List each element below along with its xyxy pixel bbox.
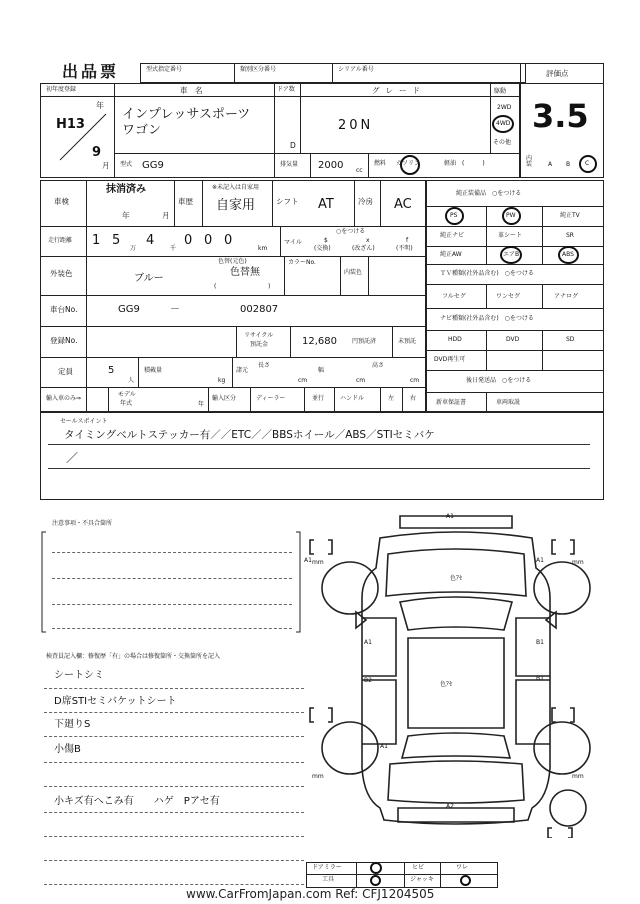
color-no-label: カラーNo. bbox=[288, 259, 316, 266]
note-line3: 下廻りS bbox=[54, 719, 91, 730]
chassis-label: 車台No. bbox=[50, 305, 78, 314]
equip-sr: SR bbox=[566, 232, 574, 239]
note-line4: 小傷B bbox=[54, 744, 81, 755]
fuel-label: 燃料 bbox=[374, 160, 387, 167]
navi-hdd: HDD bbox=[448, 336, 462, 343]
inspector-label: 検査員記入欄：修復歴「有」の場合は修復箇所・交換箇所を記入 bbox=[46, 653, 221, 660]
unknown-label: (不明) bbox=[396, 245, 413, 252]
fuel-gasoline: ガソリン bbox=[396, 160, 421, 167]
displacement-value: 2000 bbox=[318, 160, 344, 171]
doors-d: D bbox=[290, 141, 296, 150]
equipment-title: 純正装備品 ○をつける bbox=[456, 190, 522, 197]
mark-s: $ bbox=[324, 237, 328, 244]
tools-circle bbox=[370, 875, 381, 886]
fuel-diesel: 軽油 bbox=[444, 160, 457, 167]
capacity-unit: 人 bbox=[128, 377, 135, 384]
inspection-month-unit: 月 bbox=[162, 211, 170, 220]
chassis-prefix: GG9 bbox=[118, 304, 140, 315]
legend-crack: ヒビ bbox=[412, 864, 425, 871]
mileage-digit: 0 bbox=[184, 233, 193, 248]
jack-circle bbox=[460, 875, 471, 886]
mark-x: x bbox=[366, 237, 370, 244]
drive-4wd: 4WD bbox=[496, 120, 511, 127]
model-cert-label: 型式指定番号 bbox=[146, 66, 183, 73]
damage-mark: 色ｱｾ bbox=[440, 681, 453, 688]
legend-tools: 工具 bbox=[322, 876, 335, 883]
note-line5: 小キズ有へこみ有 ハゲ Pアセ有 bbox=[54, 796, 220, 807]
tv-fullseg: フルセグ bbox=[442, 293, 466, 300]
navi-sd: SD bbox=[566, 336, 575, 343]
man-unit: 万 bbox=[130, 245, 137, 252]
load-label: 積載量 bbox=[144, 367, 163, 374]
import-label: 輸入車のみ⇒ bbox=[46, 395, 82, 402]
ac-label: 冷房 bbox=[358, 197, 373, 206]
damage-mark: A1 bbox=[446, 513, 454, 520]
cm-unit: cm bbox=[298, 377, 308, 384]
history-value: 自家用 bbox=[216, 198, 256, 213]
mileage-digits bbox=[90, 230, 270, 252]
sen-unit: 千 bbox=[170, 245, 177, 252]
damage-mark: B1 bbox=[536, 675, 544, 682]
drive-label: 駆動 bbox=[494, 88, 507, 95]
handle-label: ハンドル bbox=[340, 395, 365, 402]
handle-left: 左 bbox=[388, 395, 395, 402]
color-change-label: 色替(元色) bbox=[218, 258, 247, 265]
interior-a: A bbox=[548, 161, 553, 168]
mile-label: マイル bbox=[284, 239, 302, 246]
fuel-paren: ( ) bbox=[462, 160, 485, 167]
legend-break: ワレ bbox=[456, 864, 469, 871]
equip-pw: PW bbox=[506, 212, 516, 219]
damage-mark: B2 bbox=[364, 677, 372, 684]
damage-mark: A1 bbox=[364, 639, 372, 646]
mm-unit: mm bbox=[572, 559, 584, 566]
damage-mark: 色ｱｾ bbox=[450, 575, 463, 582]
equip-aw: 純正AW bbox=[440, 251, 462, 258]
interior-b: B bbox=[566, 161, 571, 168]
mileage-digit: 5 bbox=[112, 233, 121, 248]
notes-label: 注意事項・不具合箇所 bbox=[52, 520, 113, 527]
drive-other: その他 bbox=[493, 139, 512, 146]
dvd-play: DVD再生可 bbox=[434, 356, 466, 363]
drive-2wd: 2WD bbox=[497, 104, 512, 111]
history-note: ※未記入は自家用 bbox=[212, 184, 260, 191]
color-paren-r: ) bbox=[268, 283, 271, 290]
damage-mark: A1 bbox=[380, 743, 388, 750]
form-title: 出品票 bbox=[62, 62, 120, 81]
date-slash bbox=[52, 100, 112, 170]
legend-jack: ジャッキ bbox=[410, 876, 434, 883]
accessory-manual: 車両取説 bbox=[496, 399, 521, 406]
grade-value: 20N bbox=[338, 118, 374, 133]
serial-header-box bbox=[140, 63, 526, 83]
chassis-number: 002807 bbox=[240, 304, 279, 315]
fuel-gasoline-circle bbox=[400, 155, 420, 175]
inspection-year-unit: 年 bbox=[122, 211, 130, 220]
tv-analog: アナログ bbox=[554, 293, 579, 300]
model-year-label2: 年式 bbox=[120, 400, 133, 407]
mm-unit: mm bbox=[572, 773, 584, 780]
recycle-label2: 預託金 bbox=[250, 341, 269, 348]
equip-leather: 革シート bbox=[498, 232, 523, 239]
year-unit: 年 bbox=[96, 101, 104, 110]
shift-label: シフト bbox=[276, 197, 299, 206]
mileage-digit: 4 bbox=[146, 233, 155, 248]
damage-mark: A1 bbox=[304, 557, 312, 564]
recycle-value: 12,680 bbox=[302, 336, 337, 347]
legend-door-mirror: ドアミラー bbox=[312, 864, 342, 871]
car-name-line2: ワゴン bbox=[122, 123, 162, 138]
serial-label: シリアル番号 bbox=[338, 66, 374, 73]
notes-bracket bbox=[40, 530, 302, 634]
cm-unit: cm bbox=[410, 377, 420, 384]
inspection-value: 抹消済み bbox=[106, 184, 146, 195]
sales-points-line2: ／ bbox=[66, 451, 79, 465]
modified-label: (改ざん) bbox=[352, 245, 375, 252]
mileage-label: 走行距離 bbox=[48, 237, 73, 244]
chassis-dash: － bbox=[170, 304, 180, 315]
era-year: H13 bbox=[56, 117, 85, 132]
car-damage-diagram bbox=[300, 508, 610, 838]
damage-mark: A1 bbox=[536, 557, 544, 564]
ext-color-value: ブルー bbox=[134, 273, 164, 284]
category-label: 類別区分番号 bbox=[240, 66, 277, 73]
handle-right: 右 bbox=[410, 395, 417, 402]
equip-navi: 純正ナビ bbox=[440, 232, 465, 239]
mm-unit: mm bbox=[312, 773, 324, 780]
recycle-label1: リサイクル bbox=[244, 332, 274, 339]
mark-f: f bbox=[406, 237, 409, 244]
year-unit: 年 bbox=[198, 401, 205, 408]
damage-mark: B1 bbox=[536, 639, 544, 646]
sales-points-label: セールスポイント bbox=[60, 418, 108, 425]
displacement-label: 排気量 bbox=[280, 161, 299, 168]
footer-watermark: www.CarFromJapan.com Ref: CFJ1204505 bbox=[186, 887, 435, 901]
note-line2: D席STIセミバケットシート bbox=[54, 696, 177, 707]
equip-tv: 純正TV bbox=[560, 212, 580, 219]
accessory-title: 後日発送品 ○をつける bbox=[466, 377, 532, 384]
car-name-label: 車 名 bbox=[180, 86, 203, 95]
mm-unit: mm bbox=[312, 559, 324, 566]
length-label: 長さ bbox=[258, 362, 271, 369]
month-unit: 月 bbox=[102, 161, 110, 170]
dealer-option: ディーラー bbox=[256, 395, 286, 402]
vehicle-detail-block bbox=[40, 180, 426, 412]
int-color-label: 内装色 bbox=[344, 269, 363, 276]
tv-oneseg: ワンセグ bbox=[496, 293, 521, 300]
score-label: 評価点 bbox=[546, 69, 569, 78]
color-paren-l: ( bbox=[214, 283, 217, 290]
tv-title: ＴＶ種類(社外品含む) ○をつける bbox=[440, 270, 534, 277]
door-mirror-circle bbox=[370, 862, 382, 874]
ac-value: AC bbox=[394, 197, 412, 212]
kg-unit: kg bbox=[218, 377, 226, 384]
dims-label: 諸元 bbox=[236, 367, 249, 374]
score-value: 3.5 bbox=[532, 97, 589, 135]
inspection-label: 車検 bbox=[54, 197, 69, 206]
width-label: 幅 bbox=[318, 367, 325, 374]
import-class-label: 輸入区分 bbox=[212, 395, 237, 402]
equip-ps: PS bbox=[450, 212, 458, 219]
ext-color-label: 外装色 bbox=[50, 269, 73, 278]
car-name-line1: インプレッサスポーツ bbox=[122, 107, 251, 122]
capacity-label: 定員 bbox=[58, 367, 73, 376]
note-line1: シートシミ bbox=[54, 670, 104, 681]
parallel-option: 並行 bbox=[312, 395, 325, 402]
interior-label: 内装 bbox=[526, 155, 533, 168]
history-label: 車歴 bbox=[178, 197, 193, 206]
mileage-digit: 0 bbox=[224, 233, 233, 248]
reg-label: 登録No. bbox=[50, 336, 78, 345]
mileage-digit: 0 bbox=[204, 233, 213, 248]
accessory-warranty: 新車保証書 bbox=[436, 399, 467, 406]
equip-airbag: エアB bbox=[503, 251, 520, 258]
color-change-value: 色替無 bbox=[230, 267, 260, 278]
exchanged-label: (交換) bbox=[314, 245, 331, 252]
model-year-label1: モデル bbox=[118, 391, 136, 398]
mileage-digit: 1 bbox=[92, 233, 101, 248]
interior-c: C bbox=[585, 160, 590, 167]
sales-points-block bbox=[40, 412, 604, 500]
grade-label: グレード bbox=[372, 86, 426, 95]
model-code-label: 型式 bbox=[120, 161, 133, 168]
reg-month: 9 bbox=[92, 145, 102, 160]
navi-title: ナビ種類(社外品含む) ○をつける bbox=[440, 315, 534, 322]
first-reg-label: 初年度登録 bbox=[46, 86, 77, 93]
navi-dvd: DVD bbox=[506, 336, 520, 343]
shift-value: AT bbox=[318, 197, 334, 212]
equip-abs: ABS bbox=[562, 251, 574, 258]
circle-note: ○をつける bbox=[336, 228, 366, 235]
recycle-done: 円預託済 bbox=[352, 338, 377, 345]
capacity-value: 5 bbox=[108, 365, 115, 376]
cm-unit: cm bbox=[356, 377, 366, 384]
cc-unit: cc bbox=[356, 167, 363, 174]
sales-points-line1: タイミングベルトステッカー有／／ETC／／BBSホイール／ABS／STIセミバケ bbox=[64, 429, 435, 441]
recycle-not: 未預託 bbox=[398, 338, 417, 345]
model-code: GG9 bbox=[142, 160, 164, 171]
km-unit: km bbox=[258, 245, 268, 252]
height-label: 高さ bbox=[372, 362, 385, 369]
doors-label: ドア数 bbox=[277, 86, 295, 93]
damage-mark: A2 bbox=[446, 803, 454, 810]
